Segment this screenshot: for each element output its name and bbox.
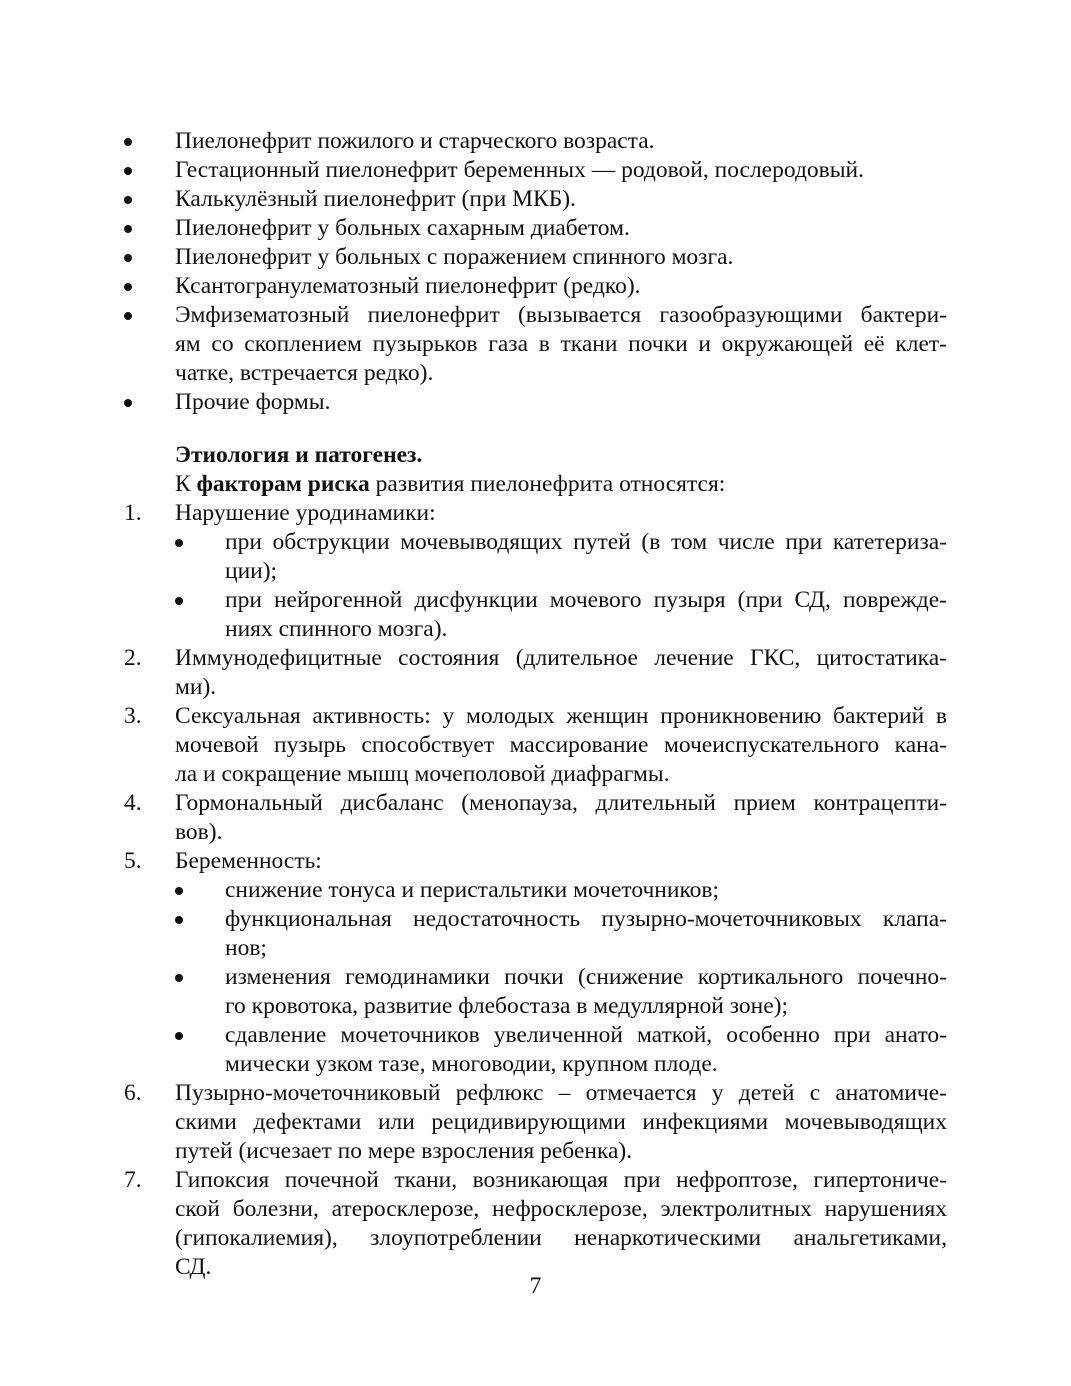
bullet-marker [124, 156, 132, 185]
sub-item-line: функциональная недостаточность пузырно-мочеточниковых клапа- [225, 906, 947, 932]
bullet-marker [124, 185, 132, 214]
bullet-dot [175, 974, 183, 982]
bullet-dot [124, 225, 132, 233]
sub-item-line: мически узком тазе, многоводии, крупном плоде. [225, 1051, 718, 1077]
bullet-item-line: Прочие формы. [175, 389, 331, 415]
bullet-dot [124, 167, 132, 175]
sub-bullet-marker [175, 963, 183, 992]
factor-line: Пузырно-мочеточниковый рефлюкс – отмечается у детей с анатомиче- [175, 1080, 947, 1106]
bullet-item-line: Калькулёзный пиелонефрит (при МКБ). [175, 186, 576, 212]
bullet-item-line: Эмфизематозный пиелонефрит (вызывается газообразующими бактери- [175, 302, 947, 328]
bullet-dot [124, 254, 132, 262]
bullet-marker [124, 301, 132, 330]
sub-item-line: го кровотока, развитие флебостаза в медуллярной зоне); [225, 993, 788, 1019]
factor-line: ской болезни, атеросклерозе, нефросклерозе, электролитных нарушениях [175, 1196, 947, 1222]
bullet-dot [175, 916, 183, 924]
factor-line: (гипокалиемия), злоупотреблении ненаркотическими анальгетиками, [175, 1225, 947, 1251]
list-number: 4. [124, 790, 142, 816]
bullet-marker [124, 127, 132, 156]
sub-item-line: нов; [225, 935, 267, 961]
list-number: 2. [124, 645, 142, 671]
factor-line: мочевой пузырь способствует массирование мочеиспускательного кана- [175, 732, 947, 758]
sub-item-line: снижение тонуса и перистальтики мочеточников; [225, 877, 720, 903]
bullet-marker [124, 388, 132, 417]
factor-line: вов). [175, 819, 223, 845]
sub-item-line: при обструкции мочевыводящих путей (в том числе при катетериза- [225, 529, 947, 555]
bullet-dot [124, 312, 132, 320]
factor-line: ла и сокращение мышц мочеполовой диафрагмы. [175, 761, 670, 787]
factor-line: Нарушение уродинамики: [175, 500, 436, 526]
sub-item-line: сдавление мочеточников увеличенной маткой, особенно при анато- [225, 1022, 947, 1048]
intro-suffix: развития пиелонефрита относятся: [369, 471, 726, 497]
factor-line: скими дефектами или рецидивирующими инфекциями мочевыводящих [175, 1109, 947, 1135]
bullet-item-line: Гестационный пиелонефрит беременных — родовой, послеродовый. [175, 157, 864, 183]
bullet-item-line: Пиелонефрит у больных сахарным диабетом. [175, 215, 630, 241]
factor-line: Гипоксия почечной ткани, возникающая при нефроптозе, гипертониче- [175, 1167, 947, 1193]
bullet-dot [175, 1032, 183, 1040]
bullet-dot [124, 138, 132, 146]
factor-line: путей (исчезает по мере взросления ребенка). [175, 1138, 633, 1164]
factor-line: Сексуальная активность: у молодых женщин проникновению бактерий в [175, 703, 947, 729]
factor-line: СД. [175, 1254, 212, 1280]
bullet-marker [124, 243, 132, 272]
bullet-item-line: Ксантогранулематозный пиелонефрит (редко). [175, 273, 641, 299]
bullet-dot [124, 399, 132, 407]
factor-line: ми). [175, 674, 217, 700]
sub-item-line: ции); [225, 558, 278, 584]
sub-bullet-marker [175, 905, 183, 934]
sub-item-line: изменения гемодинамики почки (снижение кортикального почечно- [225, 964, 947, 990]
factor-line: Беременность: [175, 848, 322, 874]
list-number: 7. [124, 1167, 142, 1193]
section-heading-text: Этиология и патогенез. [175, 442, 423, 468]
intro-bold: факторам риска [196, 471, 370, 497]
bullet-item-line: Пиелонефрит у больных с поражением спинного мозга. [175, 244, 734, 270]
bullet-dot [175, 597, 183, 605]
section-heading [175, 441, 947, 470]
sub-bullet-marker [175, 876, 183, 905]
bullet-dot [124, 196, 132, 204]
factor-line: Гормональный дисбаланс (менопауза, длительный прием контрацепти- [175, 790, 947, 816]
bullet-dot [175, 887, 183, 895]
sub-bullet-marker [175, 586, 183, 615]
list-number: 1. [124, 500, 142, 526]
list-number: 3. [124, 703, 142, 729]
bullet-dot [175, 539, 183, 547]
sub-item-line: ниях спинного мозга). [225, 616, 448, 642]
list-number: 5. [124, 848, 142, 874]
sub-bullet-marker [175, 1021, 183, 1050]
factor-line: Иммунодефицитные состояния (длительное лечение ГКС, цитостатика- [175, 645, 947, 671]
bullet-marker [124, 214, 132, 243]
list-number: 6. [124, 1080, 142, 1106]
bullet-item-line: Пиелонефрит пожилого и старческого возраста. [175, 128, 655, 154]
bullet-item-line: ям со скоплением пузырьков газа в ткани почки и окружающей её клет- [175, 331, 947, 357]
intro-prefix: К [175, 471, 197, 497]
page-number: 7 [529, 1273, 542, 1299]
sub-item-line: при нейрогенной дисфункции мочевого пузыря (при СД, поврежде- [225, 587, 947, 613]
risk-factors-intro [175, 470, 947, 499]
bullet-dot [124, 283, 132, 291]
bullet-marker [124, 272, 132, 301]
sub-bullet-marker [175, 528, 183, 557]
bullet-item-line: чатке, встречается редко). [175, 360, 434, 386]
